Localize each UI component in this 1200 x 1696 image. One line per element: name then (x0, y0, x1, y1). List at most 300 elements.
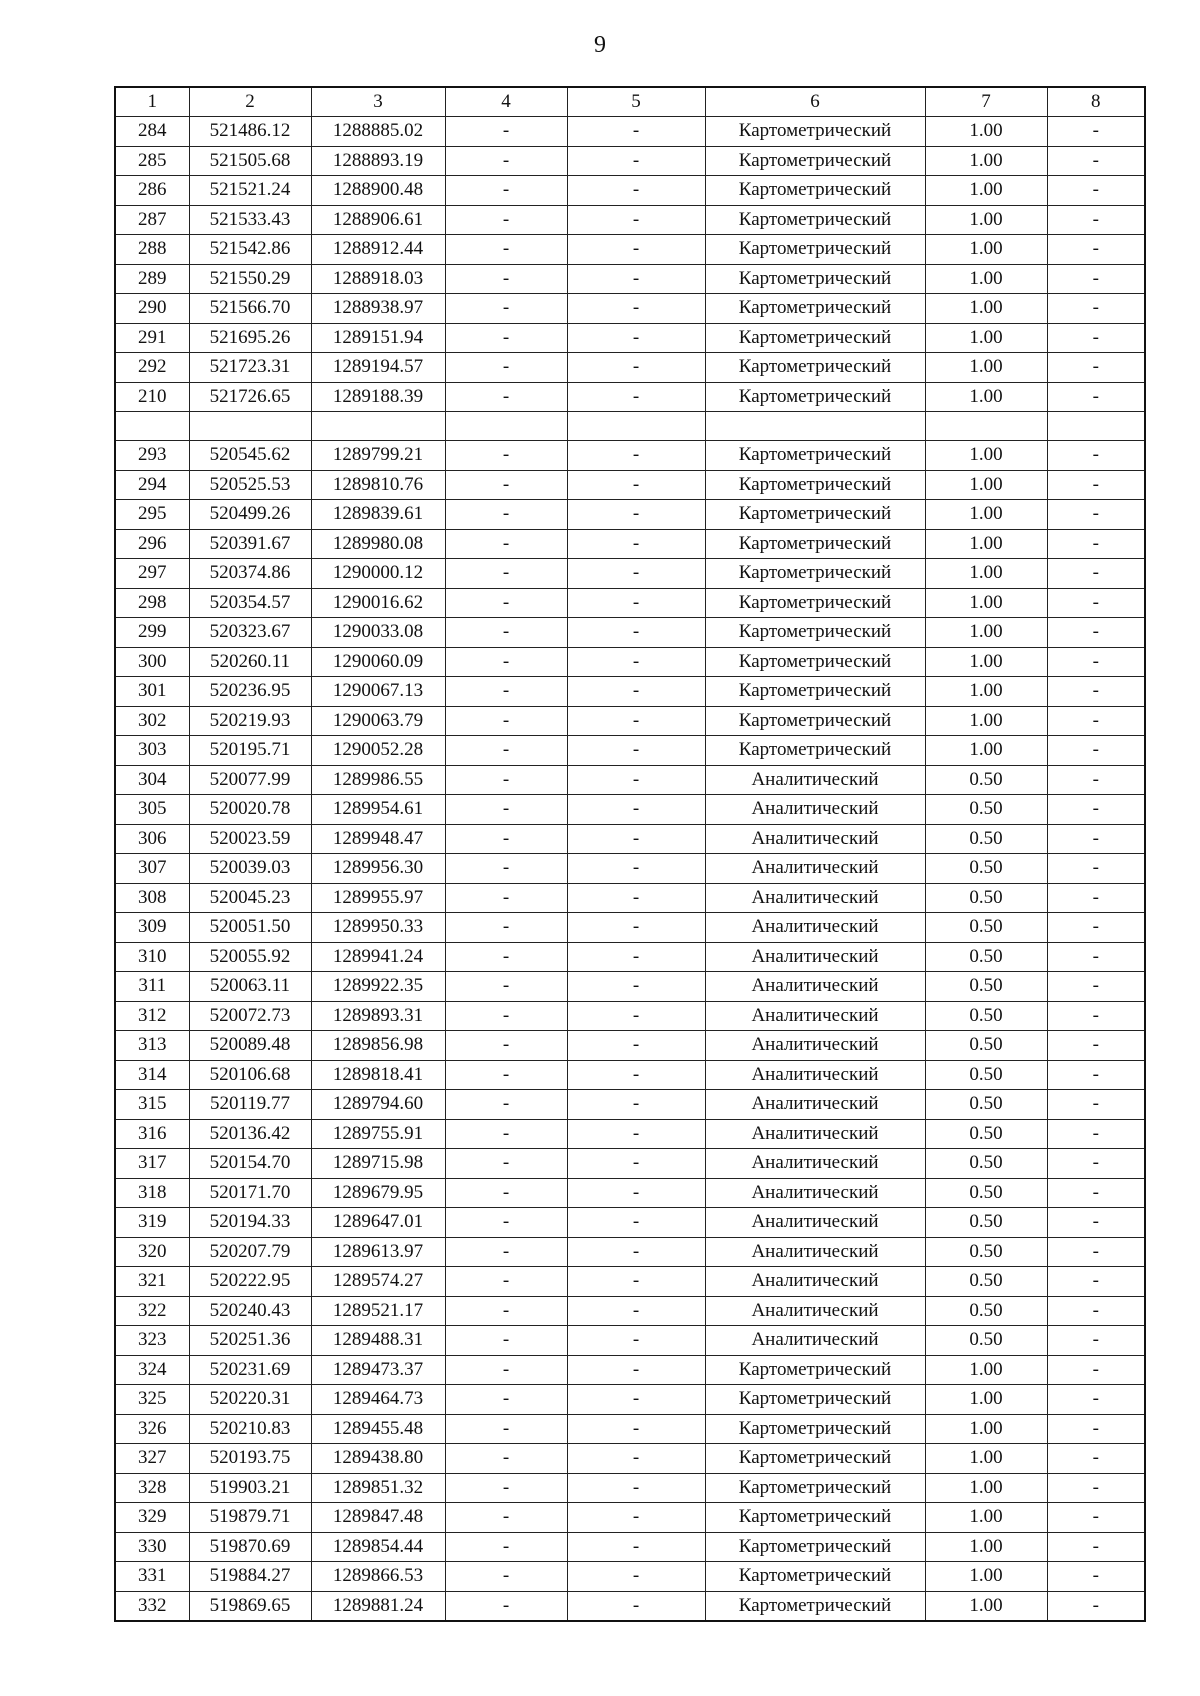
table-cell-col-7: 0.50 (925, 1031, 1047, 1061)
table-cell-col-8: - (1047, 1591, 1145, 1621)
table-cell-col-1: 285 (115, 146, 189, 176)
table-cell-col-7: 1.00 (925, 470, 1047, 500)
table-cell-col-5: - (567, 559, 705, 589)
table-cell-col-3: 1288885.02 (311, 117, 445, 147)
table-body (115, 117, 1145, 1622)
table-cell-col-2: 520020.78 (189, 795, 311, 825)
table-cell-col-3: 1289847.48 (311, 1503, 445, 1533)
table-cell-col-4: - (445, 559, 567, 589)
table-cell-col-5: - (567, 470, 705, 500)
table-cell-col-5: - (567, 1090, 705, 1120)
table-row (115, 353, 1145, 383)
table-cell-col-1: 329 (115, 1503, 189, 1533)
table-cell-col-4: - (445, 972, 567, 1002)
table-row (115, 765, 1145, 795)
table-cell-col-5: - (567, 1326, 705, 1356)
table-cell-col-8: - (1047, 1326, 1145, 1356)
table-cell-col-7: 0.50 (925, 913, 1047, 943)
table-cell-col-8: - (1047, 618, 1145, 648)
table-cell-col-6: Аналитический (705, 1178, 925, 1208)
table-cell-col-3: 1290033.08 (311, 618, 445, 648)
table-cell-col-7: 1.00 (925, 235, 1047, 265)
table-cell-col-7: 0.50 (925, 1060, 1047, 1090)
table-cell-col-8: - (1047, 1090, 1145, 1120)
table-cell-col-8: - (1047, 176, 1145, 206)
table-cell-col-6 (705, 412, 925, 441)
table-cell-col-2: 520354.57 (189, 588, 311, 618)
table-cell-col-4: - (445, 854, 567, 884)
table-cell-col-4: - (445, 736, 567, 766)
table-cell-col-4: - (445, 1031, 567, 1061)
table-cell-col-2: 521723.31 (189, 353, 311, 383)
table-row (115, 1031, 1145, 1061)
column-header-5: 5 (567, 87, 705, 117)
table-row (115, 1090, 1145, 1120)
table-cell-col-3: 1288918.03 (311, 264, 445, 294)
table-cell-col-7: 1.00 (925, 1562, 1047, 1592)
table-cell-col-5: - (567, 1444, 705, 1474)
table-row (115, 1149, 1145, 1179)
table-cell-col-7: 0.50 (925, 883, 1047, 913)
table-cell-col-6: Картометрический (705, 1355, 925, 1385)
table-cell-col-3: 1288912.44 (311, 235, 445, 265)
table-cell-col-5: - (567, 264, 705, 294)
table-cell-col-7: 1.00 (925, 441, 1047, 471)
table-cell-col-7: 1.00 (925, 205, 1047, 235)
table-cell-col-6: Картометрический (705, 1444, 925, 1474)
table-cell-col-7: 0.50 (925, 1296, 1047, 1326)
table-cell-col-8: - (1047, 264, 1145, 294)
table-cell-col-8 (1047, 412, 1145, 441)
table-cell-col-6: Картометрический (705, 353, 925, 383)
table-cell-col-1: 289 (115, 264, 189, 294)
table-cell-col-7: 1.00 (925, 1414, 1047, 1444)
table-cell-col-7: 0.50 (925, 1119, 1047, 1149)
table-cell-col-2: 519884.27 (189, 1562, 311, 1592)
table-cell-col-4: - (445, 1385, 567, 1415)
table-cell-col-8: - (1047, 854, 1145, 884)
table-cell-col-6: Картометрический (705, 117, 925, 147)
table-cell-col-6: Картометрический (705, 559, 925, 589)
table-cell-col-3: 1289755.91 (311, 1119, 445, 1149)
table-cell-col-5: - (567, 647, 705, 677)
table-cell-col-3: 1289464.73 (311, 1385, 445, 1415)
table-cell-col-3: 1289818.41 (311, 1060, 445, 1090)
table-cell-col-1: 306 (115, 824, 189, 854)
table-row (115, 176, 1145, 206)
table-cell-col-5: - (567, 1385, 705, 1415)
table-cell-col-3: 1289851.32 (311, 1473, 445, 1503)
table-cell-col-1: 305 (115, 795, 189, 825)
table-cell-col-8: - (1047, 1414, 1145, 1444)
table-cell-col-8: - (1047, 382, 1145, 412)
table-cell-col-3: 1290063.79 (311, 706, 445, 736)
table-cell-col-3: 1289799.21 (311, 441, 445, 471)
column-header-1: 1 (115, 87, 189, 117)
table-cell-col-8: - (1047, 1385, 1145, 1415)
table-cell-col-2: 520231.69 (189, 1355, 311, 1385)
table-cell-col-1: 326 (115, 1414, 189, 1444)
table-row (115, 1237, 1145, 1267)
table-cell-col-2: 520240.43 (189, 1296, 311, 1326)
table-cell-col-7: 0.50 (925, 942, 1047, 972)
table-cell-col-2: 519879.71 (189, 1503, 311, 1533)
table-cell-col-7: 0.50 (925, 1237, 1047, 1267)
table-cell-col-1: 327 (115, 1444, 189, 1474)
table-cell-col-7: 1.00 (925, 264, 1047, 294)
table-cell-col-7: 0.50 (925, 1001, 1047, 1031)
table-cell-col-4: - (445, 1591, 567, 1621)
table-cell-col-7: 1.00 (925, 1591, 1047, 1621)
table-cell-col-6: Аналитический (705, 765, 925, 795)
table-cell-col-5: - (567, 677, 705, 707)
column-header-2: 2 (189, 87, 311, 117)
table-cell-col-6: Картометрический (705, 1473, 925, 1503)
table-cell-col-6: Аналитический (705, 1119, 925, 1149)
table-cell-col-1: 312 (115, 1001, 189, 1031)
table-cell-col-2: 520193.75 (189, 1444, 311, 1474)
table-cell-col-3: 1289950.33 (311, 913, 445, 943)
table-cell-col-1: 292 (115, 353, 189, 383)
table-cell-col-3: 1289521.17 (311, 1296, 445, 1326)
table-row (115, 1355, 1145, 1385)
table-cell-col-5: - (567, 588, 705, 618)
table-cell-col-3: 1289151.94 (311, 323, 445, 353)
table-cell-col-5: - (567, 1591, 705, 1621)
table-cell-col-8: - (1047, 913, 1145, 943)
table-row (115, 294, 1145, 324)
table-cell-col-1: 315 (115, 1090, 189, 1120)
table-row (115, 1208, 1145, 1238)
table-row (115, 441, 1145, 471)
table-cell-col-7: 1.00 (925, 647, 1047, 677)
table-cell-col-2: 521726.65 (189, 382, 311, 412)
table-cell-col-5: - (567, 205, 705, 235)
table-cell-col-6: Картометрический (705, 441, 925, 471)
table-cell-col-6: Картометрический (705, 677, 925, 707)
table-cell-col-2: 520220.31 (189, 1385, 311, 1415)
table-cell-col-6: Картометрический (705, 1385, 925, 1415)
table-cell-col-6: Картометрический (705, 294, 925, 324)
table-cell-col-4: - (445, 647, 567, 677)
table-row (115, 677, 1145, 707)
table-cell-col-7: 1.00 (925, 500, 1047, 530)
table-cell-col-8: - (1047, 883, 1145, 913)
table-row (115, 117, 1145, 147)
table-row (115, 559, 1145, 589)
table-cell-col-5: - (567, 117, 705, 147)
table-cell-col-1: 332 (115, 1591, 189, 1621)
table-cell-col-2: 520039.03 (189, 854, 311, 884)
table-cell-col-7: 1.00 (925, 146, 1047, 176)
table-cell-col-6: Картометрический (705, 323, 925, 353)
table-cell-col-8: - (1047, 1237, 1145, 1267)
table-cell-col-6: Картометрический (705, 470, 925, 500)
table-cell-col-6: Картометрический (705, 235, 925, 265)
table-cell-col-3: 1289955.97 (311, 883, 445, 913)
table-cell-col-7: 0.50 (925, 824, 1047, 854)
table-cell-col-7: 1.00 (925, 736, 1047, 766)
table-row (115, 205, 1145, 235)
table-cell-col-7: 1.00 (925, 1385, 1047, 1415)
table-row (115, 1119, 1145, 1149)
table-cell-col-2: 519869.65 (189, 1591, 311, 1621)
table-cell-col-4: - (445, 1532, 567, 1562)
table-cell-col-7: 1.00 (925, 353, 1047, 383)
table-cell-col-3: 1289455.48 (311, 1414, 445, 1444)
table-cell-col-2: 520077.99 (189, 765, 311, 795)
table-cell-col-8: - (1047, 1031, 1145, 1061)
table-cell-col-2: 521533.43 (189, 205, 311, 235)
table-cell-col-6: Аналитический (705, 913, 925, 943)
table-cell-col-5: - (567, 795, 705, 825)
table-cell-col-8: - (1047, 500, 1145, 530)
coordinates-table (114, 86, 1146, 1622)
table-cell-col-3: 1289948.47 (311, 824, 445, 854)
table-cell-col-4: - (445, 824, 567, 854)
table-cell-col-6: Аналитический (705, 1031, 925, 1061)
table-cell-col-1: 291 (115, 323, 189, 353)
table-cell-col-4: - (445, 795, 567, 825)
table-cell-col-3: 1290052.28 (311, 736, 445, 766)
table-cell-col-5: - (567, 323, 705, 353)
table-cell-col-5: - (567, 1149, 705, 1179)
table-cell-col-6: Аналитический (705, 1090, 925, 1120)
table-row (115, 1326, 1145, 1356)
table-cell-col-5: - (567, 1414, 705, 1444)
table-cell-col-5: - (567, 1208, 705, 1238)
table-row (115, 529, 1145, 559)
table-cell-col-8: - (1047, 765, 1145, 795)
table-cell-col-4: - (445, 176, 567, 206)
table-cell-col-1: 210 (115, 382, 189, 412)
table-cell-col-8: - (1047, 1532, 1145, 1562)
table-cell-col-8: - (1047, 1149, 1145, 1179)
table-cell-col-4: - (445, 1503, 567, 1533)
table-cell-col-2: 520545.62 (189, 441, 311, 471)
table-cell-col-6: Картометрический (705, 647, 925, 677)
table-cell-col-2: 520194.33 (189, 1208, 311, 1238)
table-cell-col-3: 1288906.61 (311, 205, 445, 235)
table-cell-col-1: 308 (115, 883, 189, 913)
table-cell-col-3: 1289194.57 (311, 353, 445, 383)
table-row (115, 1562, 1145, 1592)
table-cell-col-2: 520119.77 (189, 1090, 311, 1120)
table-row (115, 795, 1145, 825)
table-cell-col-5: - (567, 294, 705, 324)
table-cell-col-3: 1289854.44 (311, 1532, 445, 1562)
table-cell-col-3: 1289956.30 (311, 854, 445, 884)
table-cell-col-2: 520251.36 (189, 1326, 311, 1356)
table-cell-col-3: 1289488.31 (311, 1326, 445, 1356)
table-cell-col-1: 317 (115, 1149, 189, 1179)
table-cell-col-7: 1.00 (925, 677, 1047, 707)
table-cell-col-3: 1290000.12 (311, 559, 445, 589)
table-row (115, 500, 1145, 530)
table-cell-col-8: - (1047, 1208, 1145, 1238)
table-cell-col-7: 1.00 (925, 1444, 1047, 1474)
table-cell-col-7: 1.00 (925, 382, 1047, 412)
table-cell-col-2: 520374.86 (189, 559, 311, 589)
table-cell-col-4: - (445, 529, 567, 559)
table-cell-col-8: - (1047, 1119, 1145, 1149)
table-row (115, 1296, 1145, 1326)
table-cell-col-8: - (1047, 205, 1145, 235)
table-cell-col-7: 0.50 (925, 1267, 1047, 1297)
table-cell-col-5: - (567, 1031, 705, 1061)
table-cell-col-5: - (567, 618, 705, 648)
table-cell-col-5: - (567, 736, 705, 766)
table-cell-col-1: 296 (115, 529, 189, 559)
table-cell-col-3: 1289941.24 (311, 942, 445, 972)
table-row (115, 1267, 1145, 1297)
table-cell-col-4: - (445, 264, 567, 294)
table-cell-col-6: Картометрический (705, 1503, 925, 1533)
table-cell-col-4: - (445, 353, 567, 383)
table-cell-col-6: Картометрический (705, 1591, 925, 1621)
table-cell-col-8: - (1047, 1267, 1145, 1297)
table-cell-col-8: - (1047, 647, 1145, 677)
table-row (115, 913, 1145, 943)
table-cell-col-2: 521486.12 (189, 117, 311, 147)
table-cell-col-5: - (567, 500, 705, 530)
table-cell-col-2: 521521.24 (189, 176, 311, 206)
table-header (115, 87, 1145, 117)
table-cell-col-6: Аналитический (705, 1208, 925, 1238)
table-cell-col-8: - (1047, 1473, 1145, 1503)
table-cell-col-1: 310 (115, 942, 189, 972)
column-header-3: 3 (311, 87, 445, 117)
table-cell-col-1: 319 (115, 1208, 189, 1238)
table-cell-col-4: - (445, 441, 567, 471)
table-cell-col-1: 316 (115, 1119, 189, 1149)
table-cell-col-2: 520055.92 (189, 942, 311, 972)
table-cell-col-1: 302 (115, 706, 189, 736)
table-row (115, 618, 1145, 648)
table-cell-col-7: 1.00 (925, 1503, 1047, 1533)
table-cell-col-6: Картометрический (705, 264, 925, 294)
table-cell-col-1: 309 (115, 913, 189, 943)
table-cell-col-5: - (567, 972, 705, 1002)
table-cell-col-4: - (445, 1296, 567, 1326)
table-row (115, 736, 1145, 766)
table-cell-col-6: Картометрический (705, 205, 925, 235)
table-cell-col-6: Аналитический (705, 1001, 925, 1031)
table-cell-col-4: - (445, 588, 567, 618)
table-cell-col-3: 1289810.76 (311, 470, 445, 500)
table-row (115, 1178, 1145, 1208)
table-cell-col-1: 297 (115, 559, 189, 589)
table-cell-col-8: - (1047, 294, 1145, 324)
table-cell-col-8: - (1047, 1503, 1145, 1533)
table-cell-col-8: - (1047, 1562, 1145, 1592)
table-row (115, 1060, 1145, 1090)
table-cell-col-5: - (567, 529, 705, 559)
table-cell-col-5: - (567, 1473, 705, 1503)
table-cell-col-8: - (1047, 323, 1145, 353)
table-cell-col-4: - (445, 117, 567, 147)
table-cell-col-7: 1.00 (925, 176, 1047, 206)
table-row (115, 883, 1145, 913)
table-cell-col-7: 1.00 (925, 1355, 1047, 1385)
table-cell-col-2: 520136.42 (189, 1119, 311, 1149)
table-cell-col-6: Картометрический (705, 1562, 925, 1592)
table-cell-col-4: - (445, 913, 567, 943)
table-cell-col-2: 520236.95 (189, 677, 311, 707)
table-cell-col-1: 301 (115, 677, 189, 707)
table-cell-col-8: - (1047, 1355, 1145, 1385)
table-row (115, 1591, 1145, 1621)
table-cell-col-5: - (567, 1296, 705, 1326)
table-cell-col-3: 1289980.08 (311, 529, 445, 559)
table-cell-col-2: 520063.11 (189, 972, 311, 1002)
table-row (115, 1532, 1145, 1562)
table-cell-col-1: 284 (115, 117, 189, 147)
table-row (115, 1503, 1145, 1533)
table-cell-col-7: 1.00 (925, 618, 1047, 648)
table-cell-col-7: 1.00 (925, 588, 1047, 618)
table-cell-col-6: Картометрический (705, 382, 925, 412)
table-cell-col-5: - (567, 1001, 705, 1031)
table-cell-col-8: - (1047, 942, 1145, 972)
table-cell-col-2: 520072.73 (189, 1001, 311, 1031)
table-cell-col-8: - (1047, 146, 1145, 176)
table-cell-col-4: - (445, 1208, 567, 1238)
table-cell-col-6: Картометрический (705, 176, 925, 206)
table-cell-col-1: 321 (115, 1267, 189, 1297)
table-cell-col-7: 1.00 (925, 323, 1047, 353)
table-cell-col-5: - (567, 146, 705, 176)
table-cell-col-5: - (567, 1503, 705, 1533)
table-cell-col-6: Картометрический (705, 706, 925, 736)
page-number: 9 (594, 32, 606, 58)
table-cell-col-6: Картометрический (705, 146, 925, 176)
table-cell-col-6: Картометрический (705, 588, 925, 618)
table-cell-col-8: - (1047, 1296, 1145, 1326)
table-cell-col-6: Картометрический (705, 500, 925, 530)
table-cell-col-1: 328 (115, 1473, 189, 1503)
table-cell-col-7 (925, 412, 1047, 441)
table-row-separator (115, 412, 1145, 441)
table-row (115, 264, 1145, 294)
table-cell-col-8: - (1047, 1178, 1145, 1208)
table-cell-col-4: - (445, 146, 567, 176)
table-cell-col-4: - (445, 1060, 567, 1090)
table-cell-col-2: 520089.48 (189, 1031, 311, 1061)
table-row (115, 1001, 1145, 1031)
table-cell-col-1: 318 (115, 1178, 189, 1208)
table-cell-col-1: 307 (115, 854, 189, 884)
table-cell-col-4: - (445, 1267, 567, 1297)
table-cell-col-5: - (567, 1532, 705, 1562)
table-cell-col-1: 287 (115, 205, 189, 235)
table-cell-col-5 (567, 412, 705, 441)
table-cell-col-4: - (445, 1355, 567, 1385)
table-cell-col-8: - (1047, 470, 1145, 500)
table-cell-col-6: Аналитический (705, 824, 925, 854)
table-cell-col-4: - (445, 1444, 567, 1474)
table-cell-col-2: 520171.70 (189, 1178, 311, 1208)
table-cell-col-7: 0.50 (925, 1090, 1047, 1120)
table-cell-col-3: 1289647.01 (311, 1208, 445, 1238)
table-cell-col-7: 0.50 (925, 1178, 1047, 1208)
column-header-8: 8 (1047, 87, 1145, 117)
table-cell-col-4: - (445, 677, 567, 707)
table-cell-col-2: 521566.70 (189, 294, 311, 324)
table-cell-col-4: - (445, 618, 567, 648)
column-header-7: 7 (925, 87, 1047, 117)
table-cell-col-1: 313 (115, 1031, 189, 1061)
